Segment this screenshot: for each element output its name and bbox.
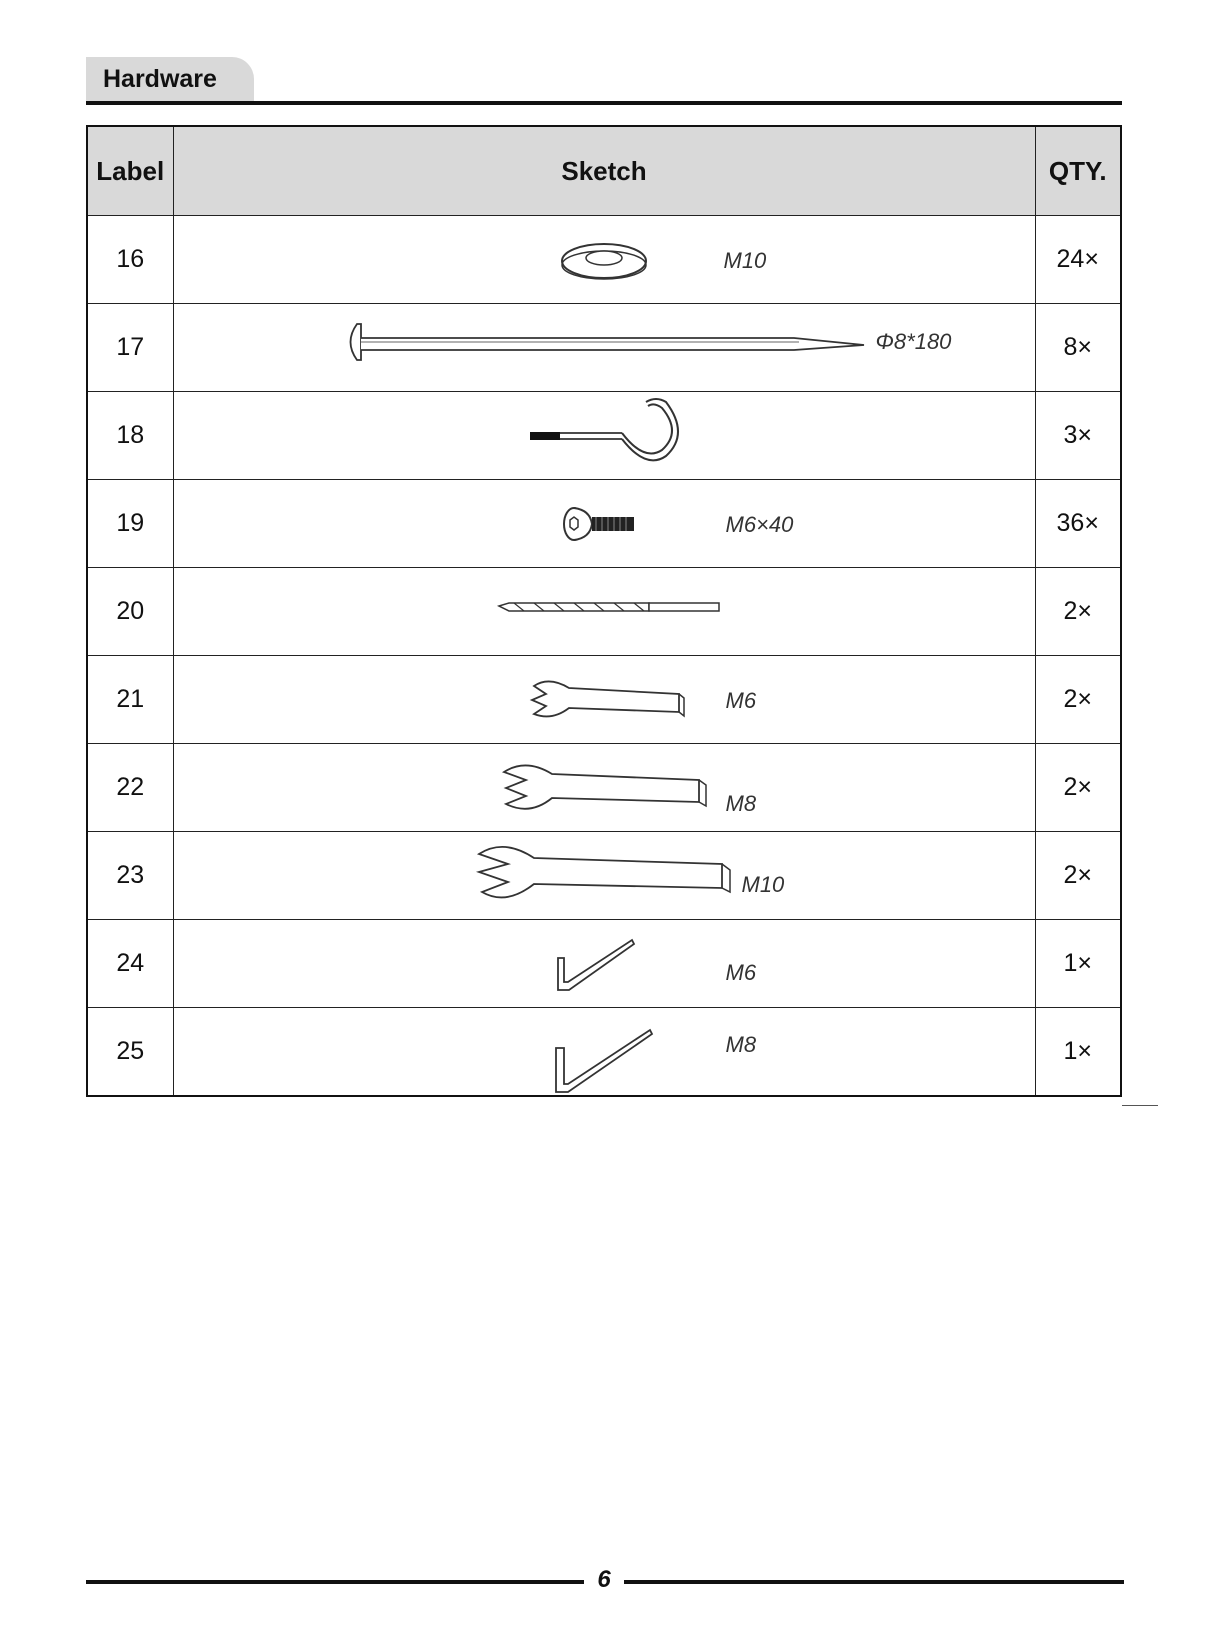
table-row — [87, 568, 1121, 656]
part-label: 20 — [87, 568, 173, 656]
table-row — [87, 920, 1121, 1008]
wrench-large-icon — [174, 832, 1040, 920]
part-sketch — [173, 392, 1035, 480]
part-spec: M6 — [725, 688, 757, 713]
part-qty: 24× — [1035, 216, 1121, 304]
header-sketch: Sketch — [173, 126, 1035, 216]
part-sketch — [173, 920, 1035, 1008]
part-spec: M10 — [741, 872, 785, 897]
part-spec: M8 — [725, 1032, 757, 1057]
table-row — [87, 216, 1121, 304]
allen-key-large-icon — [174, 1008, 1040, 1096]
part-qty: 1× — [1035, 1008, 1121, 1097]
part-label: 24 — [87, 920, 173, 1008]
section-rule — [86, 101, 1122, 105]
part-label: 23 — [87, 832, 173, 920]
part-qty: 2× — [1035, 744, 1121, 832]
part-qty: 2× — [1035, 656, 1121, 744]
part-sketch — [173, 832, 1035, 920]
part-spec: M6 — [725, 960, 757, 985]
part-spec: Φ8*180 — [875, 329, 952, 354]
footer-rule-right — [624, 1580, 1124, 1584]
part-label: 17 — [87, 304, 173, 392]
drill-bit-icon — [174, 568, 1040, 656]
table-row — [87, 832, 1121, 920]
part-sketch — [173, 304, 1035, 392]
section-tab-hardware: Hardware — [86, 57, 254, 101]
part-label: 22 — [87, 744, 173, 832]
part-sketch — [173, 744, 1035, 832]
part-spec: M10 — [723, 248, 767, 273]
table-row — [87, 392, 1121, 480]
screw-hook-icon — [174, 392, 1040, 480]
page-number: 6 — [597, 1566, 611, 1593]
header-qty: QTY. — [1035, 126, 1121, 216]
table-row — [87, 304, 1121, 392]
part-sketch — [173, 216, 1035, 304]
table-edge-stub — [1122, 1105, 1158, 1106]
table-row — [87, 480, 1121, 568]
washer-icon — [174, 216, 1040, 304]
part-qty: 8× — [1035, 304, 1121, 392]
wrench-small-icon — [174, 656, 1040, 744]
part-qty: 2× — [1035, 568, 1121, 656]
part-sketch — [173, 568, 1035, 656]
part-label: 18 — [87, 392, 173, 480]
part-qty: 1× — [1035, 920, 1121, 1008]
header-label: Label — [87, 126, 173, 216]
part-label: 21 — [87, 656, 173, 744]
part-qty: 3× — [1035, 392, 1121, 480]
part-spec: M8 — [725, 791, 757, 816]
wrench-medium-icon — [174, 744, 1040, 832]
table-row — [87, 656, 1121, 744]
part-sketch — [173, 1008, 1035, 1097]
part-qty: 36× — [1035, 480, 1121, 568]
allen-key-small-icon — [174, 920, 1040, 1008]
hardware-table — [86, 125, 1122, 1097]
table-row — [87, 1008, 1121, 1097]
part-sketch — [173, 480, 1035, 568]
footer-rule-left — [86, 1580, 584, 1584]
part-label: 16 — [87, 216, 173, 304]
part-sketch — [173, 656, 1035, 744]
part-label: 19 — [87, 480, 173, 568]
table-row — [87, 744, 1121, 832]
button-head-bolt-icon — [174, 480, 1040, 568]
part-spec: M6×40 — [725, 512, 794, 537]
part-qty: 2× — [1035, 832, 1121, 920]
part-label: 25 — [87, 1008, 173, 1097]
table-header-row — [87, 126, 1121, 216]
